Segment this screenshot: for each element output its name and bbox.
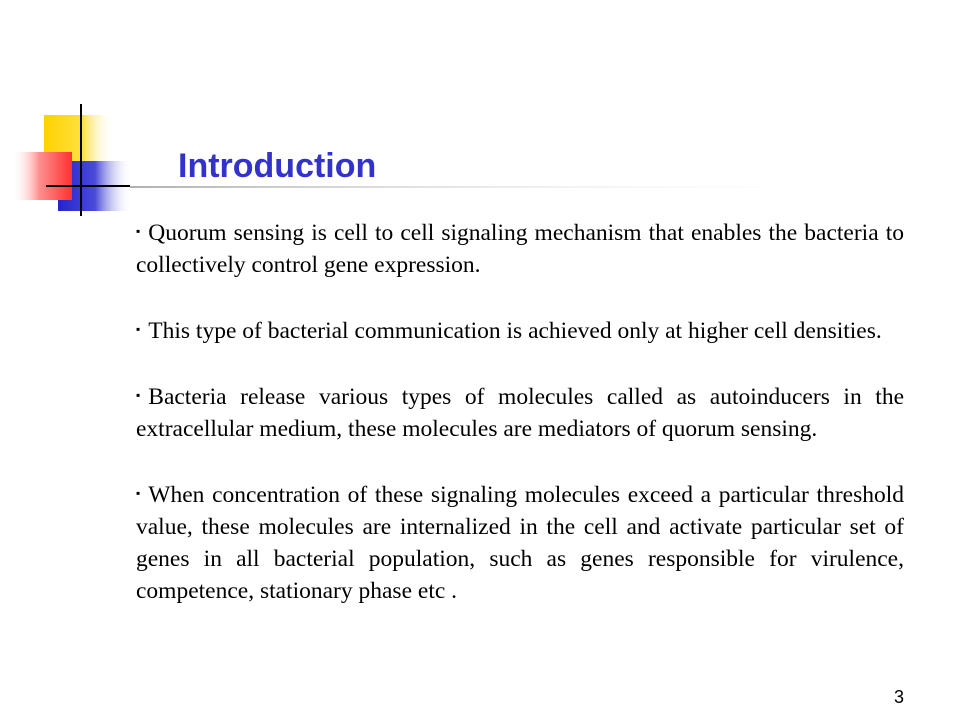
bullet-paragraph: [136, 477, 904, 607]
bullet-icon: ▪: [136, 486, 141, 500]
slide-title: Introduction: [178, 147, 377, 185]
blue-square: [58, 161, 132, 211]
paragraph-text: This type of bacterial communication is achieved only at higher cell densities.: [148, 318, 882, 344]
slide-body: [136, 215, 904, 607]
bullet-icon: ▪: [136, 388, 141, 402]
yellow-square: [44, 115, 114, 161]
bullet-paragraph: [136, 379, 904, 445]
paragraph-text: Quorum sensing is cell to cell signaling mechanism that enables the bacteria to collectively control gene expression.: [136, 220, 904, 278]
slide-number: 3: [893, 687, 904, 707]
bullet-icon: ▪: [136, 322, 141, 336]
bullet-paragraph: [136, 215, 904, 281]
paragraph-text: When concentration of these signaling molecules exceed a particular threshold value, these molecules are internalized in the cell and activate particular set of genes in all bacterial population, such as genes responsible for virulence, competence, stationary phase etc .: [136, 482, 904, 604]
bullet-icon: ▪: [136, 224, 141, 238]
red-square: [12, 152, 72, 200]
paragraph-text: Bacteria release various types of molecules called as autoinducers in the extracellular medium, these molecules are mediators of quorum sensing.: [136, 384, 904, 442]
bullet-paragraph: [136, 313, 904, 347]
